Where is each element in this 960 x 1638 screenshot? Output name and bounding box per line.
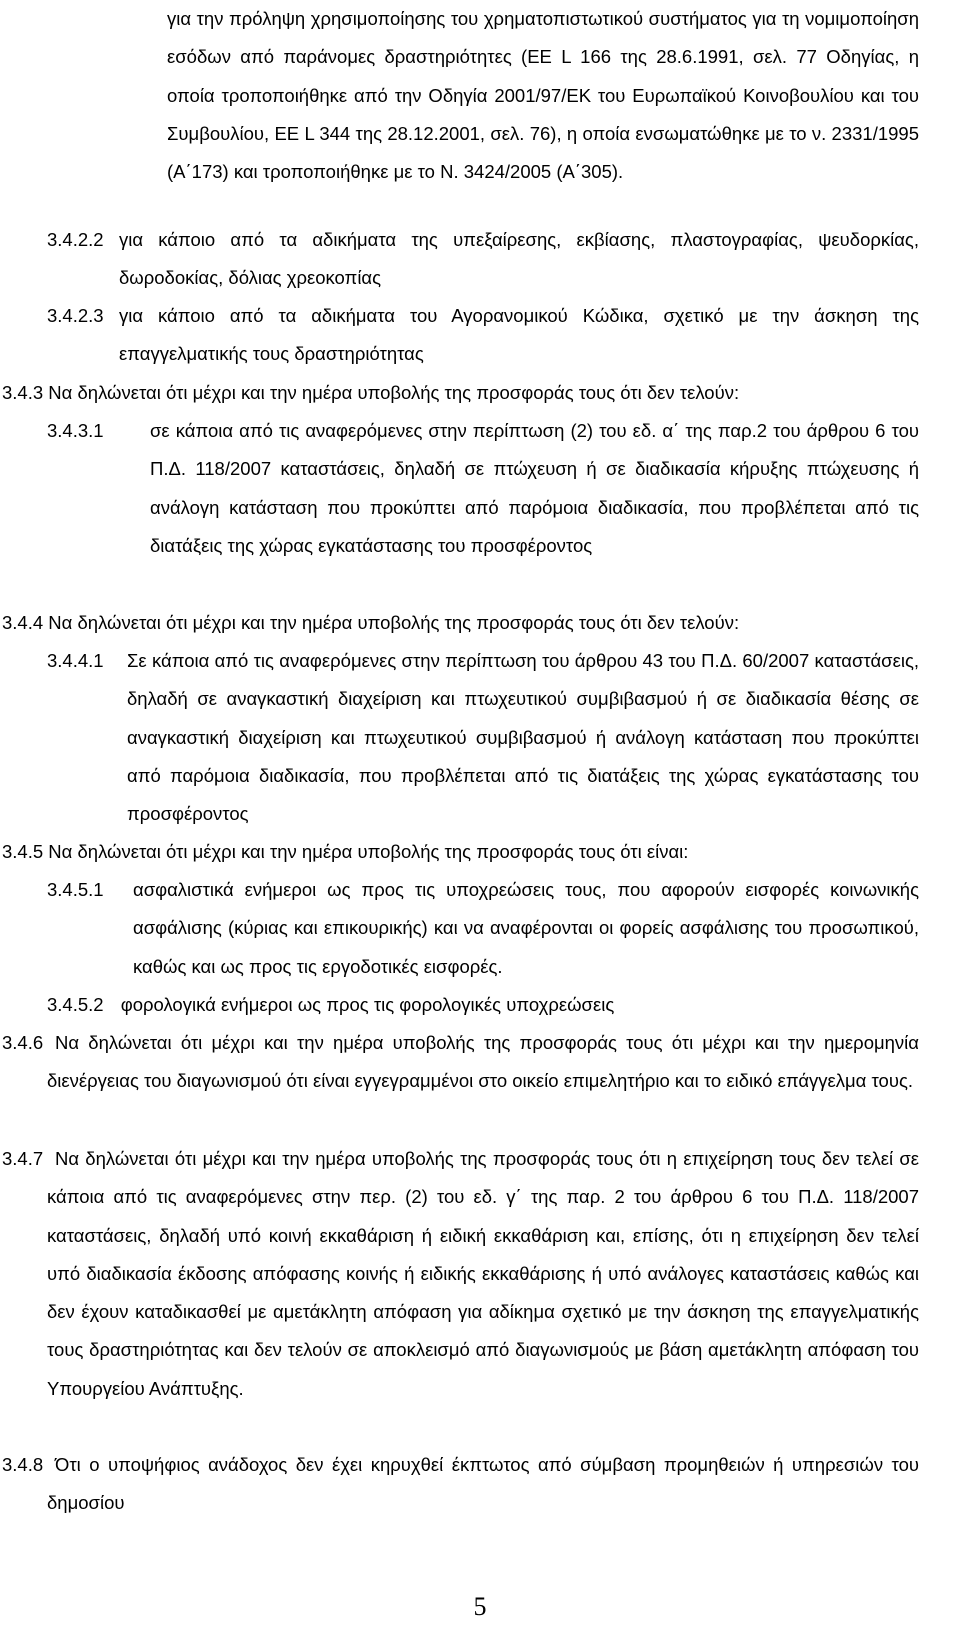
clause-3-4-5-2	[47, 986, 927, 1024]
clause-3-4-3-1-number	[47, 412, 147, 450]
clause-text: για κάποιο από τα αδικήματα του Αγορανομικού Κώδικα, σχετικό με την άσκηση της επαγγελματικής τους δραστηριότητας	[119, 305, 919, 365]
clause-text: Να δηλώνεται ότι μέχρι και την ημέρα υποβολής της προσφοράς τους ότι μέχρι και την ημερομηνία διενέργειας του διαγωνισμού ότι είναι εγγεγραμμένοι στο οικείο επιμελητήριο και το ειδικό επάγγελμα τους.	[47, 1032, 919, 1092]
clause-text: Να δηλώνεται ότι μέχρι και την ημέρα υποβολής της προσφοράς τους ότι δεν τελούν:	[48, 382, 740, 403]
clause-3-4-3-1	[150, 412, 919, 565]
page-number: 5	[473, 1592, 487, 1621]
clause-3-4-4-1	[127, 642, 919, 833]
clause-3-4-3	[2, 374, 922, 412]
clause-number: 3.4.8	[2, 1454, 44, 1475]
clause-text: Ότι ο υποψήφιος ανάδοχος δεν έχει κηρυχθεί έκπτωτος από σύμβαση προμηθειών ή υπηρεσιών του δημοσίου	[47, 1454, 919, 1514]
continuation-paragraph: για την πρόληψη χρησιμοποίησης του χρηματοπιστωτικού συστήματος για τη νομιμοποίηση εσόδων από παράνομες δραστηριότητες (ΕΕ L 166 της 28.6.1991, σελ. 77 Οδηγίας, η οποία τροποποιήθηκε από την Οδηγία 2001/97/ΕΚ του Ευρωπαϊκού Κοινοβουλίου και του Συμβουλίου, ΕΕ L 344 της 28.12.2001, σελ. 76), η οποία ενσωματώθηκε με το ν. 2331/1995 (Α΄173) και τροποποιήθηκε με το Ν. 3424/2005 (Α΄305).	[167, 8, 919, 183]
clause-text: φορολογικά ενήμεροι ως προς τις φορολογικές υποχρεώσεις	[120, 994, 615, 1015]
clause-number: 3.4.4	[2, 612, 44, 633]
clause-3-4-2-2-text-first	[119, 221, 919, 298]
clause-text: Να δηλώνεται ότι μέχρι και την ημέρα υποβολής της προσφοράς τους ότι είναι:	[48, 841, 689, 862]
clause-number: 3.4.5	[2, 841, 44, 862]
clause-3-4-7	[47, 1140, 919, 1408]
clause-number: 3.4.4.1	[47, 650, 104, 671]
clause-number: 3.4.3	[2, 382, 44, 403]
clause-text: ασφαλιστικά ενήμεροι ως προς τις υποχρεώσεις τους, που αφορούν εισφορές κοινωνικής ασφάλισης (κύριας και επικουρικής) και να αναφέρονται οι φορείς ασφάλισης του προσωπικού, καθώς και ως προς τις εργοδοτικές εισφορές.	[133, 879, 919, 977]
clause-text: για κάποιο από τα αδικήματα της υπεξαίρεσης, εκβίασης, πλαστογραφίας, ψευδορκίας, δωροδοκίας, δόλιας χρεοκοπίας	[119, 229, 919, 289]
clause-3-4-2-3	[119, 297, 919, 374]
clause-number: 3.4.3.1	[47, 420, 104, 441]
clause-3-4-5-1-number	[47, 871, 147, 909]
clause-number: 3.4.7	[2, 1148, 44, 1169]
clause-text: Να δηλώνεται ότι μέχρι και την ημέρα υποβολής της προσφοράς τους ότι δεν τελούν:	[48, 612, 740, 633]
clause-text: Σε κάποια από τις αναφερόμενες στην περίπτωση του άρθρου 43 του Π.Δ. 60/2007 καταστάσεις, δηλαδή σε αναγκαστική διαχείριση και πτωχευτικού συμβιβασμού ή σε διαδικασία θέσης σε αναγκαστική διαχείριση και πτωχευτικού συμβιβασμού ή ανάλογη κατάσταση που προκύπτει από παρόμοια διαδικασία, που προβλέπεται από τις διατάξεις της χώρας εγκατάστασης του προσφέροντος	[127, 650, 919, 825]
clause-number: 3.4.5.1	[47, 879, 104, 900]
clause-number: 3.4.2.2	[47, 229, 104, 250]
clause-3-4-5-1	[133, 871, 919, 986]
clause-number: 3.4.6	[2, 1032, 44, 1053]
clause-text: Να δηλώνεται ότι μέχρι και την ημέρα υποβολής της προσφοράς τους ότι η επιχείρηση τους δεν τελεί σε κάποια από τις αναφερόμενες στην περ. (2) του εδ. γ΄ της παρ. 2 του άρθρου 6 του Π.Δ. 118/2007 καταστάσεις, δηλαδή υπό κοινή εκκαθάριση ή ειδική εκκαθάριση και, επίσης, ότι η επιχείρηση δεν τελεί υπό διαδικασία έκδοσης απόφασης κοινής ή ειδικής εκκαθάρισης ή υπό ανάλογες καταστάσεις καθώς και δεν έχουν καταδικασθεί με αμετάκλητη απόφαση για αδίκημα σχετικό με την άσκηση της επαγγελματικής τους δραστηριότητας και δεν τελούν σε αποκλεισμό από διαγωνισμούς με βάση αμετάκλητη απόφαση του Υπουργείου Ανάπτυξης.	[47, 1148, 919, 1399]
clause-number: 3.4.5.2	[47, 994, 104, 1015]
clause-text: σε κάποια από τις αναφερόμενες στην περίπτωση (2) του εδ. α΄ της παρ.2 του άρθρου 6 του Π.Δ. 118/2007 καταστάσεις, δηλαδή σε πτώχευση ή σε διαδικασία κήρυξης πτώχευσης ή ανάλογη κατάσταση που προκύπτει από παρόμοια διαδικασία, που προβλέπεται από τις διατάξεις της χώρας εγκατάστασης του προσφέροντος	[150, 420, 919, 556]
clause-3-4-8	[47, 1446, 919, 1523]
clause-3-4-6	[47, 1024, 919, 1101]
clause-3-4-5	[2, 833, 922, 871]
clause-3-4-4	[2, 604, 922, 642]
clause-number: 3.4.2.3	[47, 305, 104, 326]
